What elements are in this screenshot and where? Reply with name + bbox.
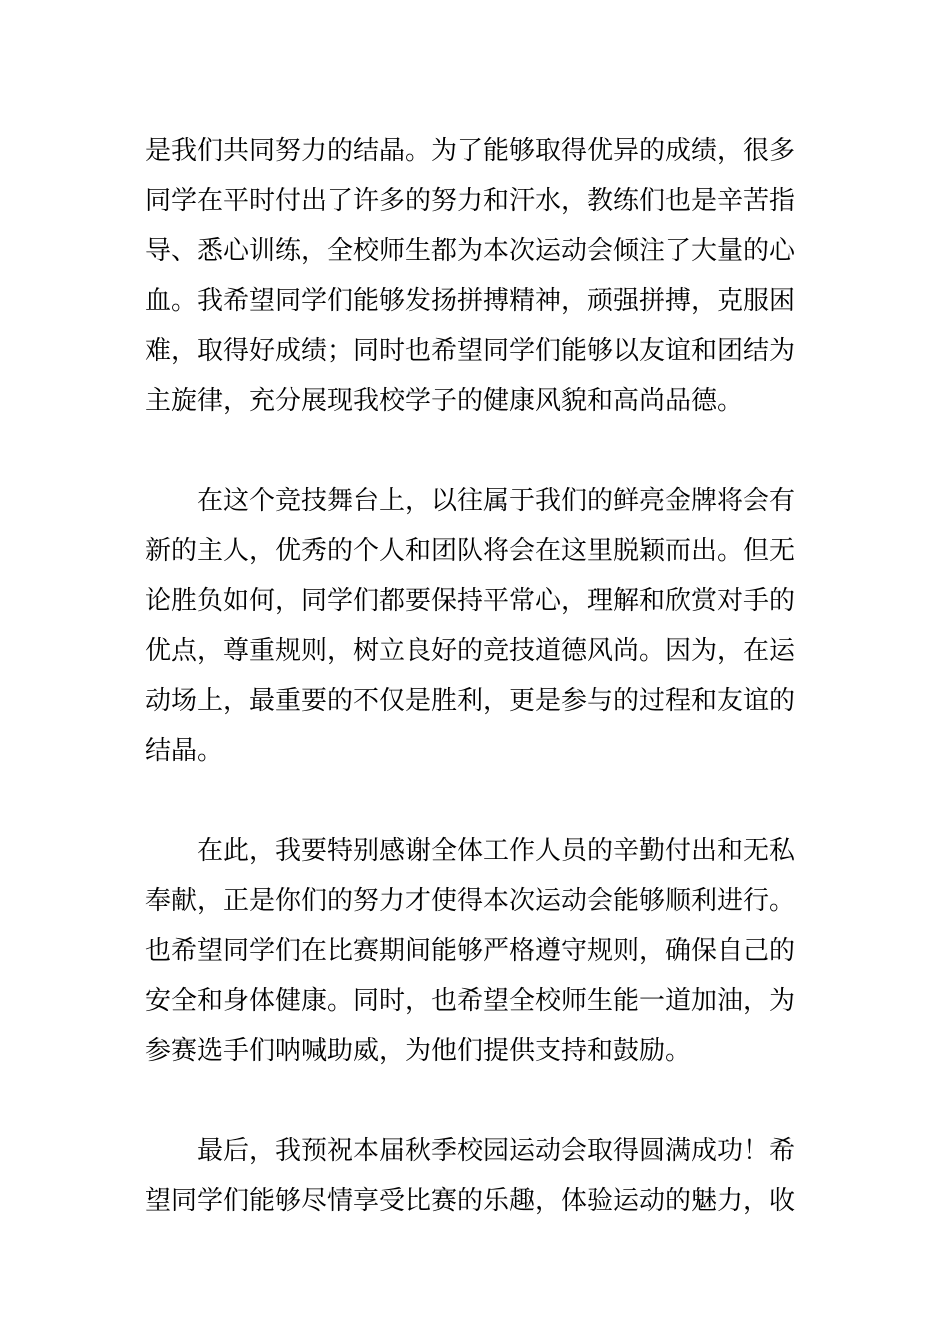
document-body: [145, 126, 807, 1226]
text-line: 导、悉心训练，全校师生都为本次运动会倾注了大量的心: [145, 236, 796, 266]
text-line: 血。我希望同学们能够发扬拼搏精神，顽强拼搏，克服困: [145, 286, 796, 316]
text-line: 结晶。: [145, 736, 224, 766]
text-line: 望同学们能够尽情享受比赛的乐趣，体验运动的魅力，收: [145, 1186, 796, 1216]
text-line: 最后，我预祝本届秋季校园运动会取得圆满成功！希: [197, 1136, 796, 1166]
paragraph-4: [145, 1126, 807, 1226]
text-line: 是我们共同努力的结晶。为了能够取得优异的成绩，很多: [145, 136, 796, 166]
paragraph-1: [145, 126, 807, 426]
text-line: 动场上，最重要的不仅是胜利，更是参与的过程和友谊的: [145, 686, 796, 716]
text-line: 安全和身体健康。同时，也希望全校师生能一道加油，为: [145, 986, 796, 1016]
text-line: 参赛选手们呐喊助威，为他们提供支持和鼓励。: [145, 1036, 692, 1066]
text-line: 奉献，正是你们的努力才使得本次运动会能够顺利进行。: [145, 886, 796, 916]
text-line: 在此，我要特别感谢全体工作人员的辛勤付出和无私: [197, 836, 796, 866]
text-line: 优点，尊重规则，树立良好的竞技道德风尚。因为，在运: [145, 636, 796, 666]
text-line: 同学在平时付出了许多的努力和汗水，教练们也是辛苦指: [145, 186, 796, 216]
text-line: 新的主人，优秀的个人和团队将会在这里脱颖而出。但无: [145, 536, 796, 566]
text-line: 也希望同学们在比赛期间能够严格遵守规则，确保自己的: [145, 936, 796, 966]
paragraph-2: [145, 476, 807, 776]
text-line: 在这个竞技舞台上，以往属于我们的鲜亮金牌将会有: [197, 486, 796, 516]
paragraph-3: [145, 826, 807, 1076]
text-line: 主旋律，充分展现我校学子的健康风貌和高尚品德。: [145, 386, 744, 416]
text-line: 论胜负如何，同学们都要保持平常心，理解和欣赏对手的: [145, 586, 796, 616]
text-line: 难，取得好成绩；同时也希望同学们能够以友谊和团结为: [145, 336, 796, 366]
